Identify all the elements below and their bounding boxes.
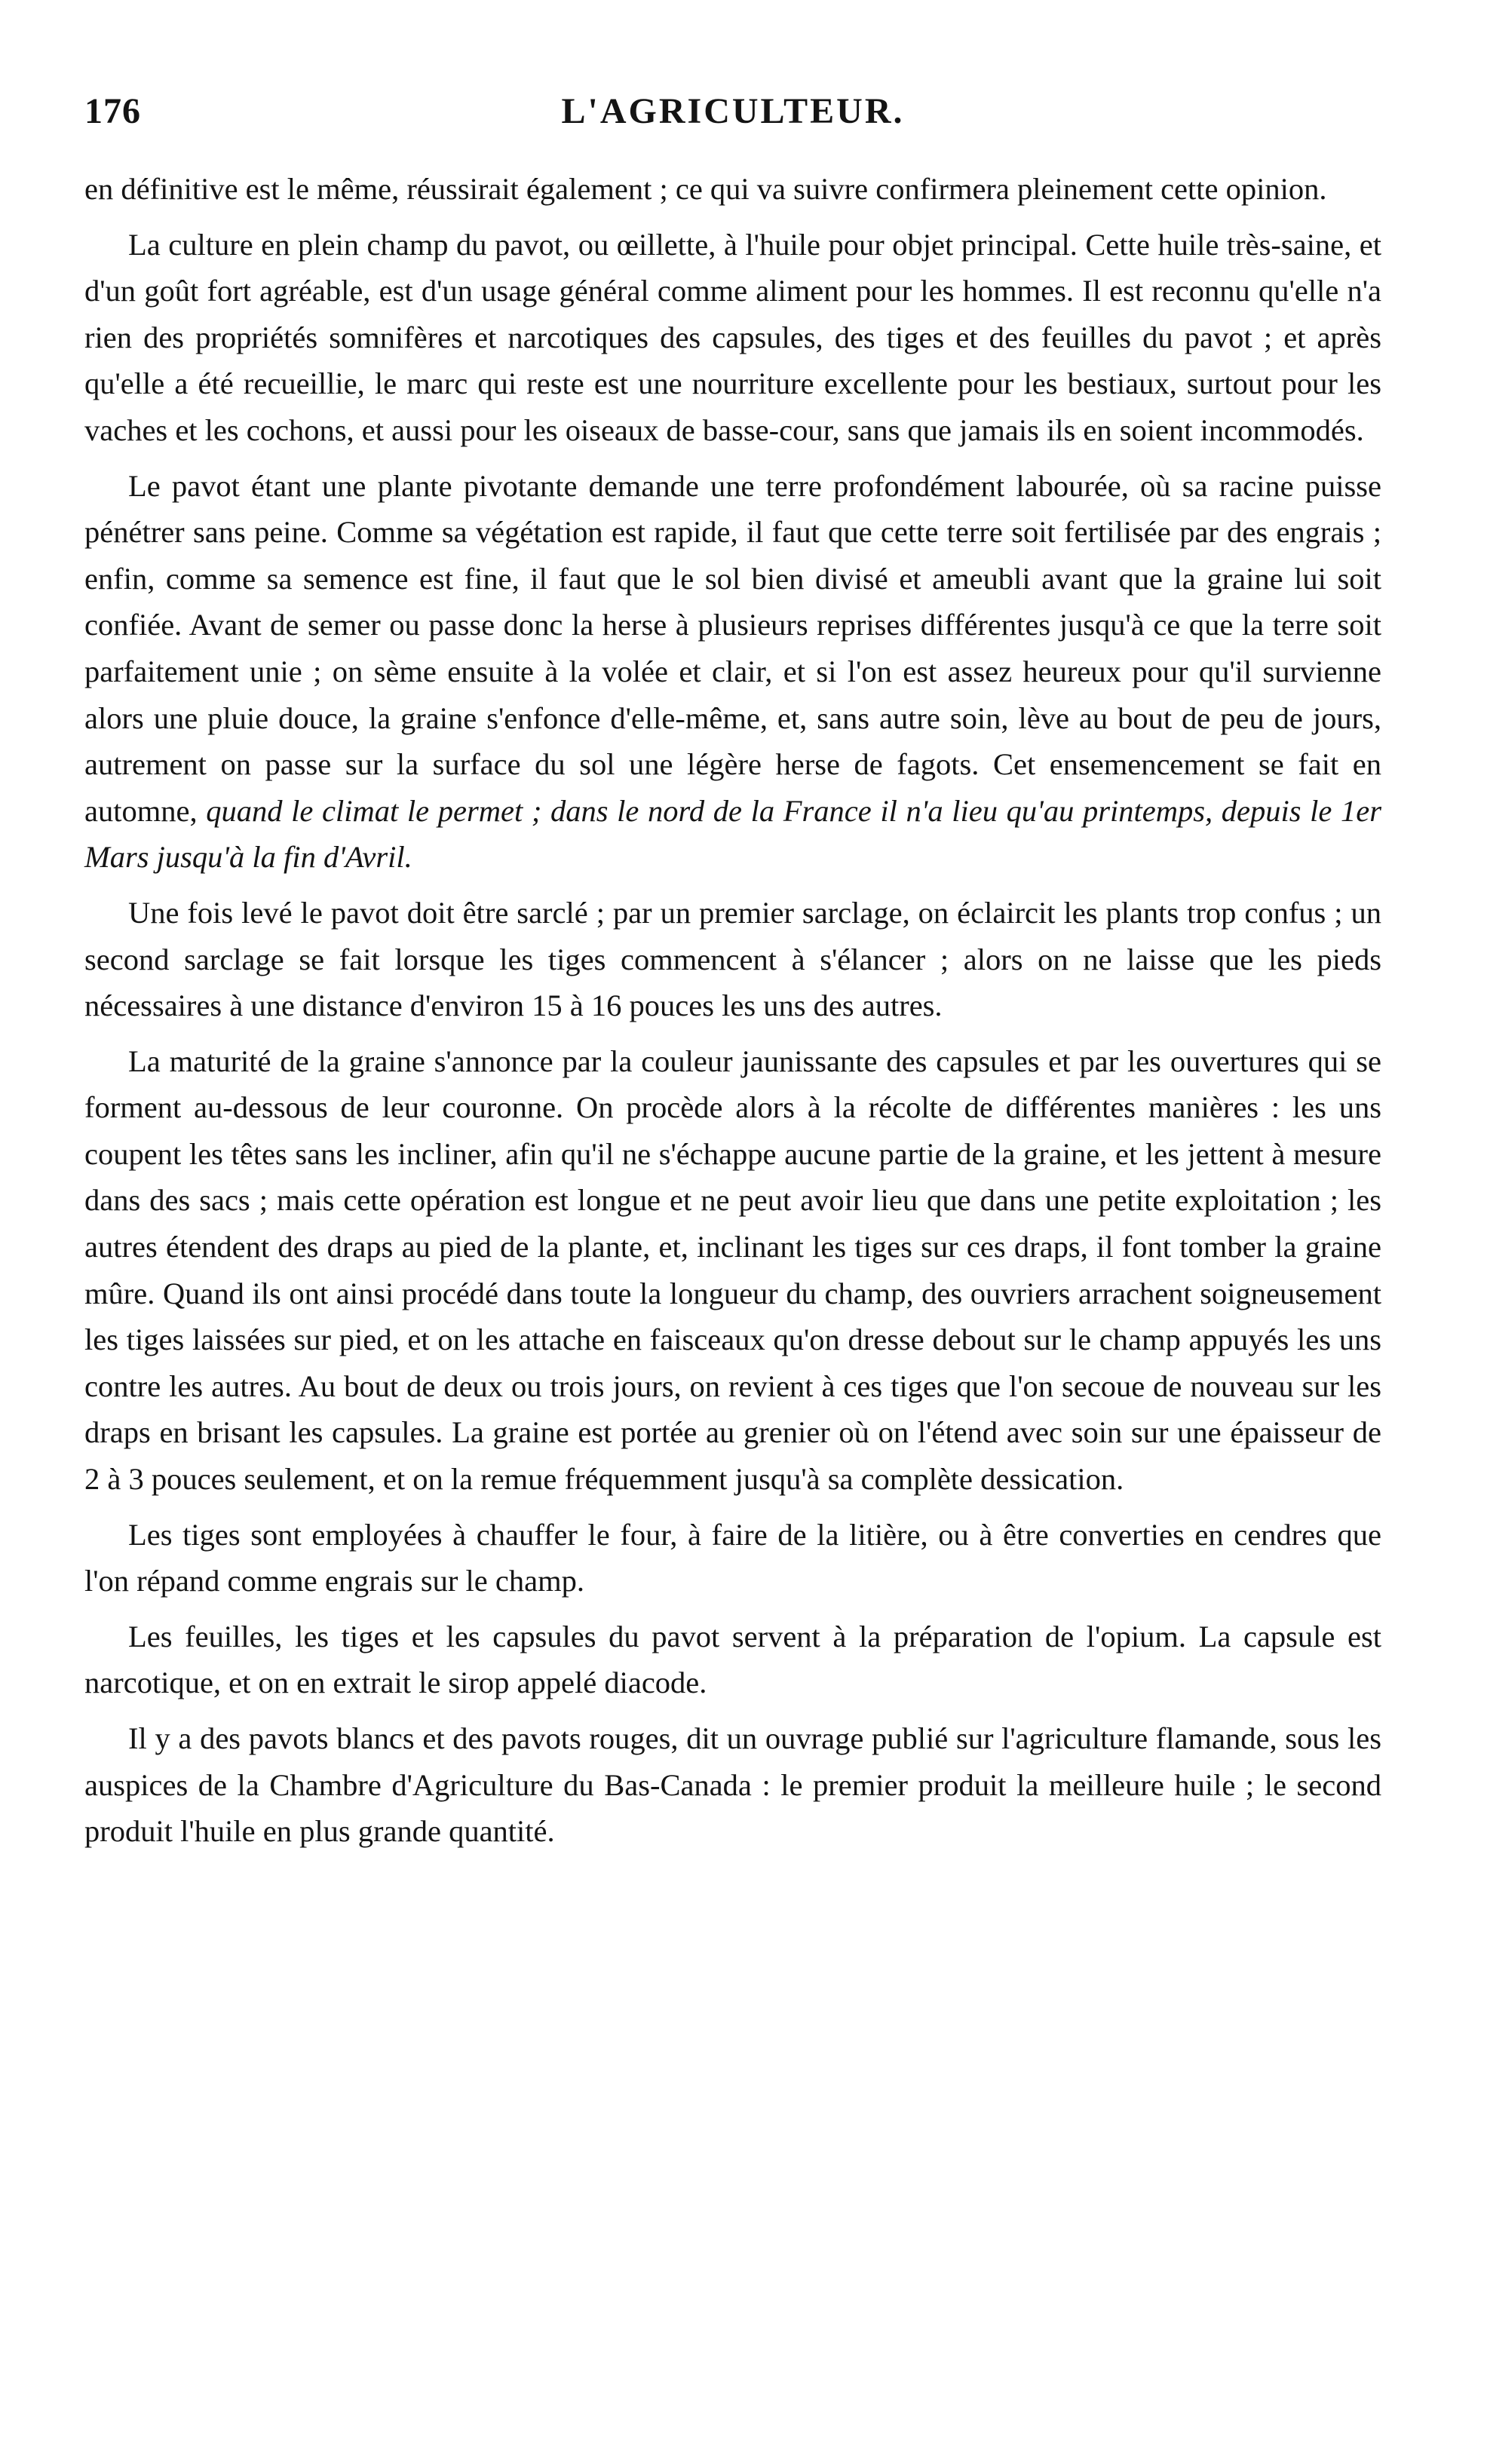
paragraph-sowing-italic: quand le climat le permet ; dans le nord de la France il n'a lieu qu'au printemps, depuis le 1er Mars jusqu'à la fin d'Avril. <box>84 793 1382 875</box>
paragraph-harvest: La maturité de la graine s'annonce par la couleur jaunissante des capsules et par les ouvertures qui se forment au-dessous de leur couronne. On procède alors à la récolte de différentes manières : les uns coupent les têtes sans les incliner, afin qu'il ne s'échappe aucune partie de la graine, et les jettent à mesure dans des sacs ; mais cette opération est longue et ne peut avoir lieu que dans une petite exploitation ; les autres étendent des draps au pied de la plante, et, inclinant les tiges sur ces draps, il font tomber la graine mûre. Quand ils ont ainsi procédé dans toute la longueur du champ, des ouvriers arrachent soigneusement les tiges laissées sur pied, et on les attache en faisceaux qu'on dresse debout sur le champ appuyés les uns contre les autres. Au bout de deux ou trois jours, on revient à ces tiges que l'on secoue de nouveau sur les draps en brisant les capsules. La graine est portée au grenier où on l'étend avec soin sur une épaisseur de 2 à 3 pouces seulement, et on la remue fréquemment jusqu'à sa complète dessication. <box>84 1044 1381 1497</box>
paragraph-continuation: en définitive est le même, réussirait également ; ce qui va suivre confirmera pleinement cette opinion. <box>84 172 1327 206</box>
paragraph-varieties: Il y a des pavots blancs et des pavots rouges, dit un ouvrage publié sur l'agriculture flamande, sous les auspices de la Chambre d'Agriculture du Bas-Canada : le premier produit la meilleure huile ; le second produit l'huile en plus grande quantité. <box>84 1721 1381 1849</box>
body-text <box>84 166 1381 1855</box>
paragraph-weeding: Une fois levé le pavot doit être sarclé ; par un premier sarclage, on éclaircit les plants trop confus ; un second sarclage se fait lorsque les tiges commencent à s'élancer ; alors on ne laisse que les pieds nécessaires à une distance d'environ 15 à 16 pouces les uns des autres. <box>84 895 1381 1023</box>
page-number: 176 <box>84 91 141 131</box>
paragraph-poppy-oil: La culture en plein champ du pavot, ou œillette, à l'huile pour objet principal. Cette huile très-saine, et d'un goût fort agréable, est d'un usage général comme aliment pour les hommes. Il est reconnu qu'elle n'a rien des propriétés somnifères et narcotiques des capsules, des tiges et des feuilles du pavot ; et après qu'elle a été recueillie, le marc qui reste est une nourriture excellente pour les bestiaux, surtout pour les vaches et les cochons, et aussi pour les oiseaux de basse-cour, sans que jamais ils en soient incommodés. <box>84 227 1381 447</box>
paragraph-stems: Les tiges sont employées à chauffer le four, à faire de la litière, ou à être converties en cendres que l'on répand comme engrais sur le champ. <box>84 1517 1381 1598</box>
paragraph-sowing-text: Le pavot étant une plante pivotante demande une terre profondément labourée, où sa racine puisse pénétrer sans peine. Comme sa végétation est rapide, il faut que cette terre soit fertilisée par des engrais ; enfin, comme sa semence est fine, il faut que le sol bien divisé et ameubli avant que la graine lui soit confiée. Avant de semer ou passe donc la herse à plusieurs reprises différentes jusqu'à ce que la terre soit parfaitement unie ; on sème ensuite à la volée et clair, et si l'on est assez heureux pour qu'il survienne alors une pluie douce, la graine s'enfonce d'elle-même, et, sans autre soin, lève au bout de peu de jours, autrement on passe sur la surface du sol une légère herse de fagots. Cet ensemencement se fait en automne, <box>84 468 1381 828</box>
paragraph-opium: Les feuilles, les tiges et les capsules du pavot servent à la préparation de l'opium. La capsule est narcotique, et on en extrait le sirop appelé diacode. <box>84 1619 1381 1700</box>
book-page <box>84 90 1381 1864</box>
page-header <box>84 90 1381 149</box>
running-title: L'AGRICULTEUR. <box>561 91 905 131</box>
paragraph-sowing <box>84 463 1381 881</box>
